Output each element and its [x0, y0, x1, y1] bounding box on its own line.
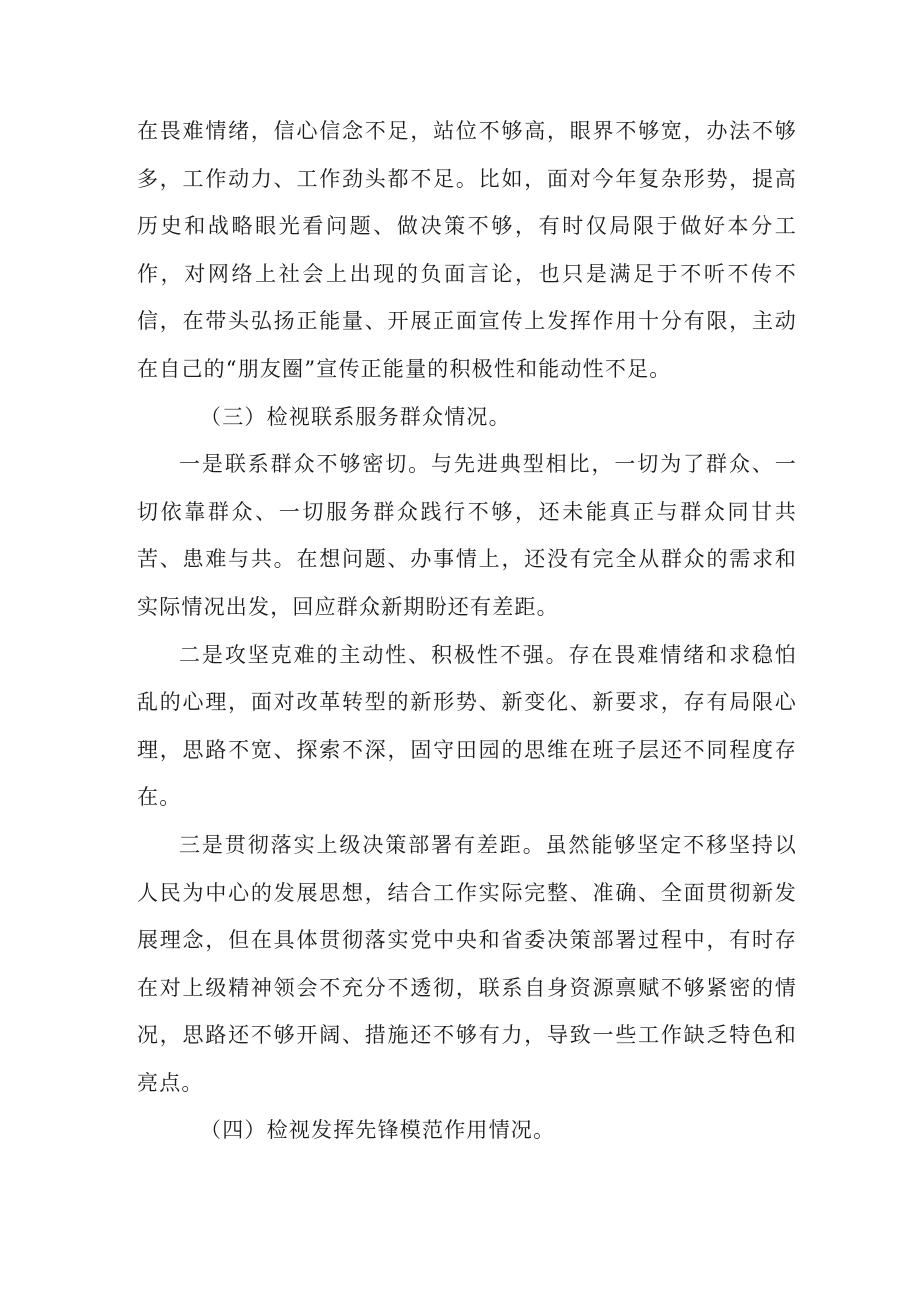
document-body [137, 108, 797, 1155]
paragraph-1: 一是联系群众不够密切。与先进典型相比，一切为了群众、一切依靠群众、一切服务群众践行不够，还未能真正与群众同甘共苦、患难与共。在想问题、办事情上，还没有完全从群众的需求和实际情况出发，回应群众新期盼还有差距。 [137, 452, 797, 619]
section-heading-3: （三）检视联系服务群众情况。 [200, 404, 511, 429]
paragraph-2: 二是攻坚克难的主动性、积极性不强。存在畏难情绪和求稳怕乱的心理，面对改革转型的新形势、新变化、新要求，存有局限心理，思路不宽、探索不深，固守田园的思维在班子层还不同程度存在。 [137, 642, 797, 810]
paragraph-3: 三是贯彻落实上级决策部署有差距。虽然能够坚定不移坚持以人民为中心的发展思想，结合工作实际完整、准确、全面贯彻新发展理念，但在具体贯彻落实党中央和省委决策部署过程中，有时存在对上级精神领会不充分不透彻，联系自身资源禀赋不够紧密的情况，思路还不够开阔、措施还不够有力，导致一些工作缺乏特色和亮点。 [137, 832, 797, 1095]
section-heading-4: （四）检视发挥先锋模范作用情况。 [200, 1118, 556, 1143]
paragraph-continued: 在畏难情绪，信心信念不足，站位不够高，眼界不够宽，办法不够多，工作动力、工作劲头都不足。比如，面对今年复杂形势，提高历史和战略眼光看问题、做决策不够，有时仅局限于做好本分工作，对网络上社会上出现的负面言论，也只是满足于不听不传不信，在带头弘扬正能量、开展正面宣传上发挥作用十分有限，主动在自己的“朋友圈”宣传正能量的积极性和能动性不足。 [137, 119, 797, 381]
